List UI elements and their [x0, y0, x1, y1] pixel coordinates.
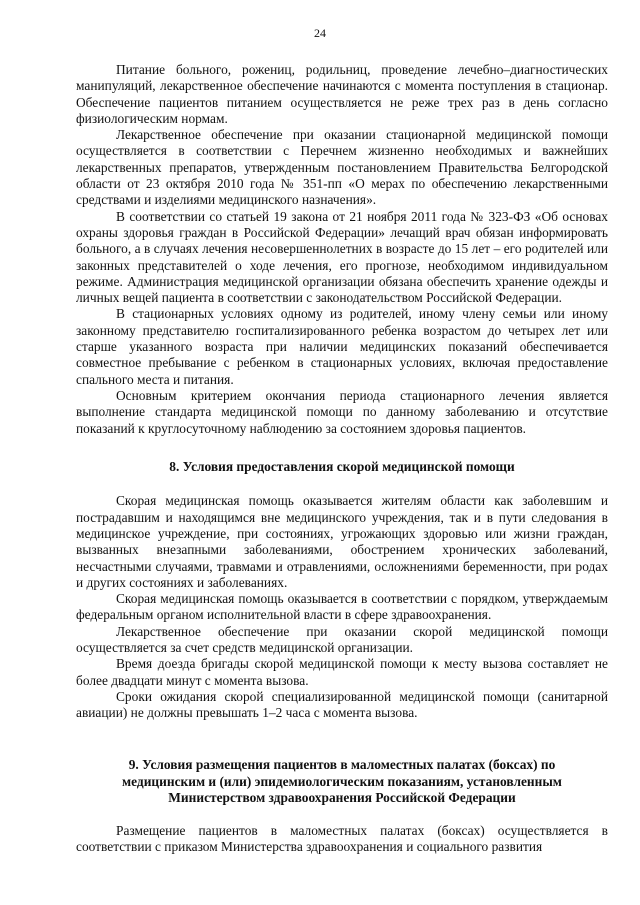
paragraph-arrival-time: Время доезда бригады скорой медицинской помощи к месту вызова составляет не более двадцати минут с момента вызова. [76, 656, 608, 688]
paragraph-ambulance-order: Скорая медицинская помощь оказывается в соответствии с порядком, утверждаемым федеральным органом исполнительной власти в сфере здравоохранения. [76, 591, 608, 623]
paragraph-parent-stay: В стационарных условиях одному из родителей, иному члену семьи или иному законному представителю госпитализированного ребенка возрастом до четырех лет или старше указанного возраста при наличии медицинских показаний обеспечивается совместное пребывание с ребенком в стационарных условиях, включая предоставление спального места и питания. [76, 306, 608, 387]
document-body [76, 62, 608, 856]
paragraph-patient-information: В соответствии со статьей 19 закона от 21 ноября 2011 года № 323-ФЗ «Об основах охраны здоровья граждан в Российской Федерации» лечащий врач обязан информировать больного, а в случаях лечения несовершеннолетних в возрасте до 15 лет – его родителей или законных представителей о ходе лечения, его прогнозе, необходимом индивидуальном режиме. Администрация медицинской организации обязана обеспечить хранение одежды и личных вещей пациента в соответствии с законодательством Российской Федерации. [76, 208, 608, 306]
section-8-heading: 8. Условия предоставления скорой медицинской помощи [169, 458, 515, 474]
paragraph-ambulance-scope: Скорая медицинская помощь оказывается жителям области как заболевшим и пострадавшим и находящимся вне медицинского учреждения, так и в пути следования в медицинское учреждение, при состояниях, угрожающих здоровью или жизни граждан, вызванных внезапными заболеваниями, обострением хронических заболеваний, несчастными случаями, травмами и отравлениями, осложнениями беременности, при родах и других состояниях и заболеваниях. [76, 493, 608, 590]
paragraph-drug-supply: Лекарственное обеспечение при оказании стационарной медицинской помощи осуществляется в соответствии с Перечнем жизненно необходимых и важнейших лекарственных препаратов, утвержденным постановлением Правительства Белгородской области от 23 октября 2010 года № 351-пп «О мерах по обеспечению лекарственными средствами и изделиями медицинского назначения». [76, 127, 608, 208]
intro-paragraphs [76, 62, 608, 437]
paragraph-ambulance-drugs: Лекарственное обеспечение при оказании скорой медицинской помощи осуществляется за счет средств медицинской организации. [76, 623, 608, 655]
paragraph-small-wards: Размещение пациентов в маломестных палатах (боксах) осуществляется в соответствии с приказом Министерства здравоохранения и социального развития [76, 822, 608, 855]
page-number: 24 [314, 26, 326, 40]
section-8-body [76, 493, 608, 721]
paragraph-air-ambulance: Сроки ожидания скорой специализированной медицинской помощи (санитарной авиации) не должны превышать 1–2 часа с момента вызова. [76, 688, 608, 721]
section-9-heading: 9. Условия размещения пациентов в маломестных палатах (боксах) по медицинским и (или) эпидемиологическим показаниям, установленным Министерством здравоохранения Российской Федерации [122, 757, 562, 806]
paragraph-discharge-criteria: Основным критерием окончания периода стационарного лечения является выполнение стандарта медицинской помощи по данному заболеванию и отсутствие показаний к круглосуточному наблюдению за состоянием здоровья пациентов. [76, 387, 608, 436]
paragraph-nutrition: Питание больного, рожениц, родильниц, проведение лечебно–диагностических манипуляций, лекарственное обеспечение начинаются с момента поступления в стационар. Обеспечение пациентов питанием осуществляется не реже трех раз в день согласно физиологическим нормам. [76, 62, 608, 126]
section-9-body [76, 823, 608, 856]
